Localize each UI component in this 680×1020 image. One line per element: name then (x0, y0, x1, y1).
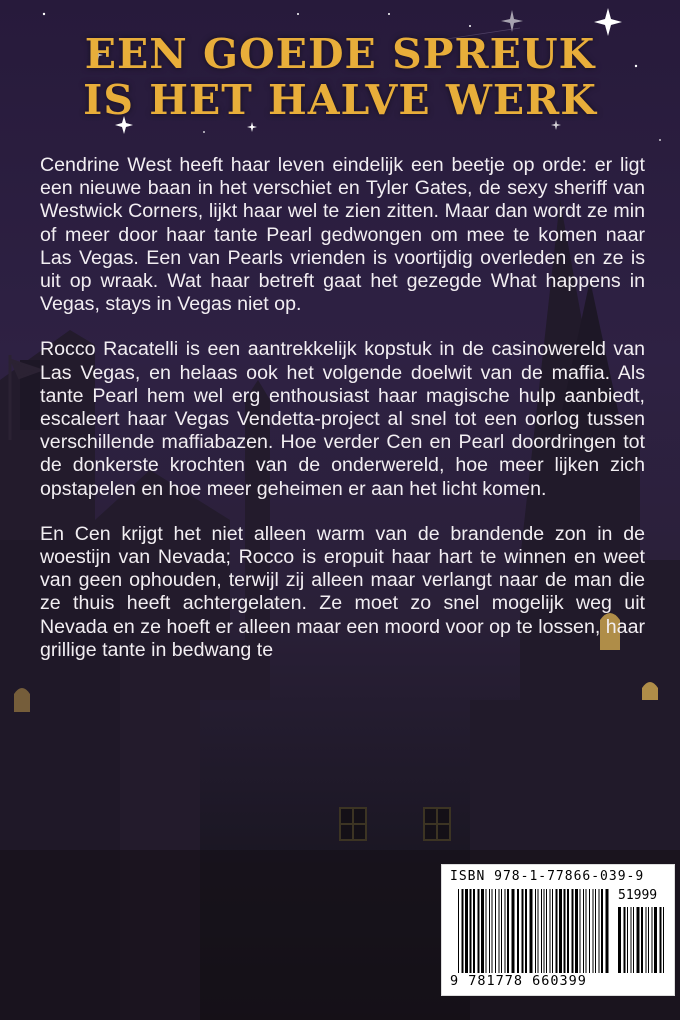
barcode-bar (583, 889, 584, 973)
barcode-bar (599, 889, 600, 973)
barcode-bar (601, 889, 603, 973)
barcode-bar (517, 889, 519, 973)
barcode-bar (654, 907, 657, 973)
barcode-bar (501, 889, 502, 973)
barcode-bar (660, 907, 662, 973)
barcode-bar (522, 889, 524, 973)
blurb-paragraph: En Cen krijgt het niet alleen warm van de brandende zon in de woestijn van Nevada; Rocco is eropuit haar hart te winnen en weet van geen ophouden, terwijl zij alleen maar verlangt naar de man die ze thuis heeft achtergelaten. Ze moet zo snel mogelijk weg uit Nevada en ze hoeft er alleen maar een moord voor op te lossen, haar grillige tante in bedwang te (40, 522, 645, 661)
barcode-bar (595, 889, 596, 973)
barcode-bar (575, 889, 578, 973)
barcode-bar (538, 889, 539, 973)
barcode-bar (652, 907, 653, 973)
barcode-bar (486, 889, 487, 973)
barcode-bar (631, 907, 632, 973)
star-icon (501, 10, 523, 32)
barcode-bar (530, 889, 533, 973)
barcode-bar (663, 907, 664, 973)
barcode-bar (559, 889, 562, 973)
barcode-bar (550, 889, 551, 973)
barcode-bar (589, 889, 590, 973)
barcode-bar (618, 907, 621, 973)
barcode-bar (492, 889, 493, 973)
blurb-paragraph: Rocco Racatelli is een aantrekkelijk kopstuk in de casinowereld van Las Vegas, en helaas ook het volgende doelwit van de maffia. Als tante Pearl hem wel erg enthousiast haar magische hulp aanbiedt, escaleert haar Vegas Vendetta-project al snel tot een oorlog tussen verschillende maffiabazen. Hoe verder Cen en Pearl doordringen tot de donkerste krochten van de onderwereld, hoe meer lijken zich opstapelen en hoe meer geheimen er aan het licht komen. (40, 338, 645, 500)
barcode-bar (556, 889, 558, 973)
barcode-bar (546, 889, 547, 973)
barcode-bar (544, 889, 545, 973)
barcode-bar (473, 889, 475, 973)
barcode-bar (572, 889, 574, 973)
barcode-bar (499, 889, 500, 973)
barcode-bar (481, 889, 484, 973)
barcode-bar (507, 889, 509, 973)
barcode-bar (624, 907, 626, 973)
barcode-bar (495, 889, 496, 973)
barcode-bar (462, 889, 464, 973)
barcode-bar (535, 889, 536, 973)
barcode-bar (552, 889, 553, 973)
barcode-bar (458, 889, 459, 973)
book-title-line-1: EEN GOEDE SPREUK (84, 30, 596, 78)
barcode-bar (512, 889, 515, 973)
isbn-text: ISBN 978-1-77866-039-9 (450, 869, 645, 884)
ean-digits: 9 781778 660399 (450, 973, 587, 989)
barcode-bar (637, 907, 640, 973)
barcode-bar (593, 889, 594, 973)
book-title-line-2: IS HET HALVE WERK (83, 76, 597, 124)
barcode-bar (541, 889, 542, 973)
barcode-bar (586, 889, 587, 973)
window (14, 688, 30, 712)
barcode-bar (648, 907, 649, 973)
barcode-bar (478, 889, 480, 973)
isbn-barcode-box (441, 864, 675, 996)
barcode-bar (641, 907, 643, 973)
barcode-bar (633, 907, 634, 973)
barcode-bar (580, 889, 581, 973)
price-code: 51999 (618, 888, 658, 903)
barcode-bar (489, 889, 490, 973)
barcode-bar (627, 907, 628, 973)
barcode-bar (564, 889, 566, 973)
barcode-bar (505, 889, 506, 973)
barcode-bar (606, 889, 609, 973)
barcode-bar (567, 889, 569, 973)
barcode-bar (525, 889, 527, 973)
barcode-bar (646, 907, 647, 973)
back-cover-blurb (40, 154, 645, 684)
blurb-paragraph: Cendrine West heeft haar leven eindelijk een beetje op orde: er ligt een nieuwe baan in het verschiet en Tyler Gates, de sexy sheriff van Westwick Corners, lijkt haar wel te zien zitten. Maar dan wordt ze min of meer door haar tante Pearl gedwongen om mee te komen naar Las Vegas. Een van Pearls vrienden is voortijdig overleden en ze is uit op wraak. Wat haar betreft gaat het gezegde What happens in Vegas, stays in Vegas niet op. (40, 154, 645, 316)
barcode-bar (465, 889, 468, 973)
barcode-bar (470, 889, 472, 973)
